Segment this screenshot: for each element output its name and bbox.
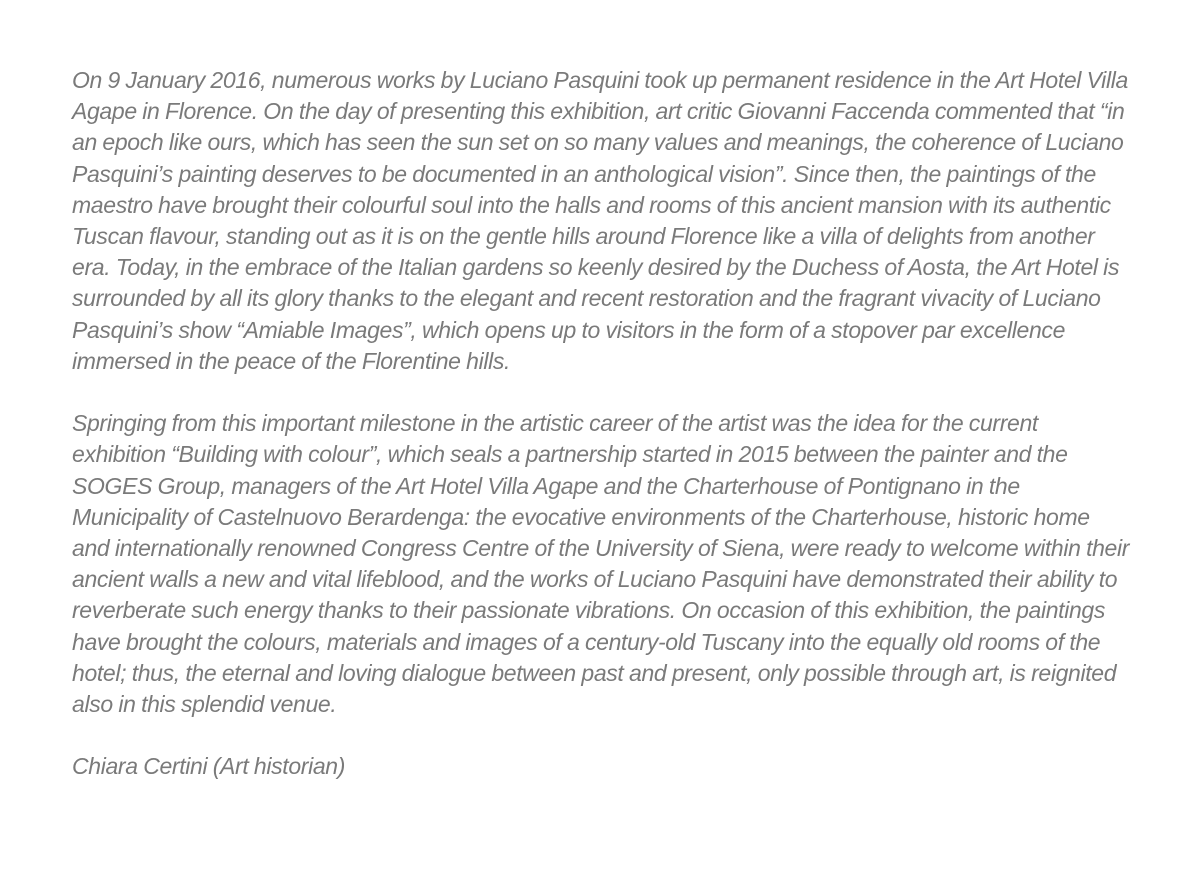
paragraph-building-with-colour: Springing from this important milestone in the artistic career of the artist was the idea for the current exhibition “Building with colour”, which seals a partnership started in 2015 between the painter and the SOGES Group, managers of the Art Hotel Villa Agape and the Charterhouse of Pontignano in the Municipality of Castelnuovo Berardenga: the evocative environments of the Charterhouse, historic home and internationally renowned Congress Centre of the University of Siena, were ready to welcome within their ancient walls a new and vital lifeblood, and the works of Luciano Pasquini have demonstrated their ability to reverberate such energy thanks to their passionate vibrations. On occasion of this exhibition, the paintings have brought the colours, materials and images of a century-old Tuscany into the equally old rooms of the hotel; thus, the eternal and loving dialogue between past and present, only possible through art, is reignited also in this splendid venue. xyxy=(72,410,1130,718)
article-body xyxy=(72,65,1132,783)
paragraph-villa-agape: On 9 January 2016, numerous works by Luciano Pasquini took up permanent residence in the Art Hotel Villa Agape in Florence. On the day of presenting this exhibition, art critic Giovanni Faccenda commented that “in an epoch like ours, which has seen the sun set on so many values and meanings, the coherence of Luciano Pasquini’s painting deserves to be documented in an anthological vision”. Since then, the paintings of the maestro have brought their colourful soul into the halls and rooms of this ancient mansion with its authentic Tuscan flavour, standing out as it is on the gentle hills around Florence like a villa of delights from another era. Today, in the embrace of the Italian gardens so keenly desired by the Duchess of Aosta, the Art Hotel is surrounded by all its glory thanks to the elegant and recent restoration and the fragrant vivacity of Luciano Pasquini’s show “Amiable Images”, which opens up to visitors in the form of a stopover par excellence immersed in the peace of the Florentine hills. xyxy=(72,67,1128,374)
author-signature: Chiara Certini (Art historian) xyxy=(72,753,346,780)
